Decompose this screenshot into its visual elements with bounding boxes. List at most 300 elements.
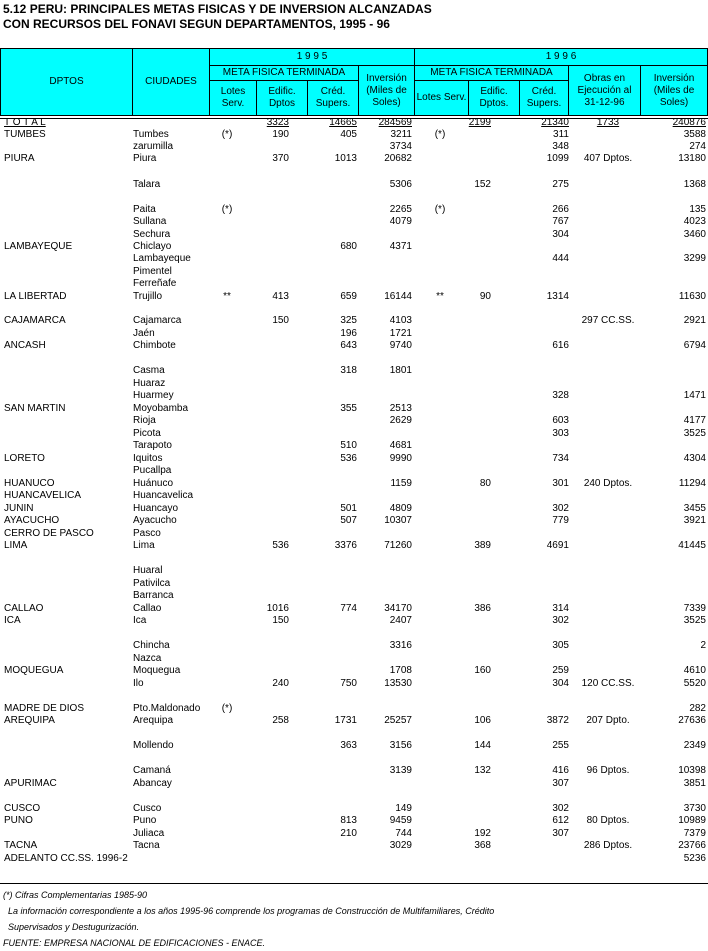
ciudad-cell: Jaén xyxy=(133,328,155,339)
table-row xyxy=(0,540,708,552)
cred-1996-cell: 303 xyxy=(552,428,569,439)
cred-1996-cell: 302 xyxy=(552,803,569,814)
ciudad-cell: Pucallpa xyxy=(133,465,172,476)
inversion-1995-cell: 4103 xyxy=(389,315,412,326)
dpto-cell: TACNA xyxy=(4,840,38,851)
table-row xyxy=(0,815,708,827)
table-row xyxy=(0,490,708,502)
header-ciudades: CIUDADES xyxy=(132,48,210,116)
header-meta-1996: META FISICA TERMINADA xyxy=(414,65,569,81)
inversion-1995-cell: 3211 xyxy=(390,129,412,140)
obras-1996-cell: 80 Dptos. xyxy=(586,815,630,826)
inversion-1995-cell: 34170 xyxy=(384,603,412,614)
dpto-cell: ICA xyxy=(4,615,21,626)
inversion-1996-cell: 6794 xyxy=(683,340,706,351)
table-row xyxy=(0,403,708,415)
dpto-cell: TUMBES xyxy=(4,129,46,140)
inversion-1996-cell: 135 xyxy=(689,204,706,215)
edific-1996-cell: 132 xyxy=(474,765,491,776)
dpto-cell: CALLAO xyxy=(4,603,44,614)
dpto-cell: AYACUCHO xyxy=(4,515,60,526)
lotes-1995-cell: ** xyxy=(223,291,231,302)
edific-1996-cell: 152 xyxy=(474,179,491,190)
dpto-cell: T O T A L xyxy=(4,117,46,128)
inversion-1996-cell: 5520 xyxy=(683,678,706,689)
table-row xyxy=(0,440,708,452)
title-line-1: 5.12 PERU: PRINCIPALES METAS FISICAS Y DE INVERSION ALCANZADAS xyxy=(3,2,432,16)
table-row xyxy=(0,515,708,527)
ciudad-cell: Abancay xyxy=(133,778,172,789)
header-edific-1995: Edific. Dptos xyxy=(256,80,308,116)
cred-1995-cell: 405 xyxy=(340,129,357,140)
inversion-1996-cell: 240876 xyxy=(672,117,706,128)
ciudad-cell: Piura xyxy=(133,153,157,164)
ciudad-cell: Huarmey xyxy=(133,390,174,401)
inversion-1995-cell: 284569 xyxy=(378,117,412,128)
dpto-cell: LA LIBERTAD xyxy=(4,291,67,302)
table-row xyxy=(0,428,708,440)
footer-rule xyxy=(0,883,708,884)
table-row xyxy=(0,840,708,852)
cred-1996-cell: 304 xyxy=(552,229,569,240)
edific-1996-cell: 90 xyxy=(479,291,491,302)
cred-1995-cell: 318 xyxy=(340,365,357,376)
inversion-1995-cell: 2407 xyxy=(389,615,412,626)
inversion-1995-cell: 2513 xyxy=(389,403,412,414)
ciudad-cell: Huánuco xyxy=(133,478,174,489)
edific-1995-cell: 370 xyxy=(272,153,289,164)
table-row xyxy=(0,703,708,715)
ciudad-cell: Juliaca xyxy=(133,828,165,839)
inversion-1996-cell: 3921 xyxy=(683,515,706,526)
header-edific-1996: Edific. Dptos. xyxy=(468,80,520,116)
ciudad-cell: Sullana xyxy=(133,216,167,227)
inversion-1996-cell: 3588 xyxy=(683,129,706,140)
obras-1996-cell: 240 Dptos. xyxy=(583,478,633,489)
header-cred-1996: Créd. Supers. xyxy=(519,80,569,116)
table-row xyxy=(0,216,708,228)
inversion-1996-cell: 11630 xyxy=(678,291,706,302)
table-row xyxy=(0,266,708,278)
cred-1996-cell: 328 xyxy=(552,390,569,401)
ciudad-cell: Talara xyxy=(133,179,161,190)
dpto-cell: LAMBAYEQUE xyxy=(4,241,73,252)
lotes-1995-cell: (*) xyxy=(221,703,233,714)
ciudad-cell: Chiclayo xyxy=(133,241,172,252)
lotes-1995-cell: (*) xyxy=(221,204,233,215)
table-row xyxy=(0,315,708,327)
inversion-1995-cell: 149 xyxy=(395,803,412,814)
inversion-1996-cell: 4023 xyxy=(683,216,706,227)
edific-1995-cell: 150 xyxy=(272,315,289,326)
cred-1996-cell: 302 xyxy=(552,503,569,514)
inversion-1996-cell: 3460 xyxy=(683,229,706,240)
inversion-1996-cell: 10398 xyxy=(678,765,706,776)
cred-1996-cell: 612 xyxy=(552,815,569,826)
table-row xyxy=(0,665,708,677)
ciudad-cell: Puno xyxy=(133,815,157,826)
edific-1996-cell: 389 xyxy=(474,540,491,551)
table-row xyxy=(0,465,708,477)
inversion-1995-cell: 13530 xyxy=(384,678,412,689)
cred-1995-cell: 750 xyxy=(340,678,357,689)
ciudad-cell: Chimbote xyxy=(133,340,176,351)
obras-1996-cell: 120 CC.SS. xyxy=(581,678,635,689)
note-info-line-1: La información correspondiente a los años 1995-96 comprende los programas de Construcción de Multifamiliares, Crédito xyxy=(8,906,495,916)
inversion-1996-cell: 4304 xyxy=(683,453,706,464)
dpto-cell: JUNIN xyxy=(4,503,34,514)
cred-1995-cell: 196 xyxy=(340,328,357,339)
table-row xyxy=(0,291,708,303)
ciudad-cell: zarumilla xyxy=(133,141,174,152)
header-inversion-1995: Inversión (Miles de Soles) xyxy=(358,65,415,116)
ciudad-cell: Iquitos xyxy=(133,453,163,464)
inversion-1996-cell: 274 xyxy=(689,141,706,152)
table-row xyxy=(0,778,708,790)
table-row xyxy=(0,528,708,540)
ciudad-cell: Huaraz xyxy=(133,378,166,389)
header-obras-1996: Obras en Ejecución al 31-12-96 xyxy=(568,65,641,116)
inversion-1996-cell: 3525 xyxy=(683,615,706,626)
inversion-1995-cell: 3029 xyxy=(389,840,412,851)
cred-1995-cell: 680 xyxy=(340,241,357,252)
edific-1995-cell: 258 xyxy=(272,715,289,726)
table-row xyxy=(0,803,708,815)
cred-1996-cell: 304 xyxy=(552,678,569,689)
inversion-1995-cell: 744 xyxy=(395,828,412,839)
inversion-1996-cell: 282 xyxy=(689,703,706,714)
dpto-cell: CUSCO xyxy=(4,803,41,814)
cred-1995-cell: 1731 xyxy=(334,715,357,726)
ciudad-cell: Cajamarca xyxy=(133,315,182,326)
cred-1996-cell: 314 xyxy=(552,603,569,614)
cred-1995-cell: 659 xyxy=(340,291,357,302)
cred-1996-cell: 444 xyxy=(552,253,569,264)
cred-1996-cell: 616 xyxy=(552,340,569,351)
lotes-1996-cell: (*) xyxy=(434,204,446,215)
table-title xyxy=(3,2,432,32)
ciudad-cell: Sechura xyxy=(133,229,171,240)
dpto-cell: MADRE DE DIOS xyxy=(4,703,85,714)
cred-1996-cell: 1099 xyxy=(546,153,569,164)
inversion-1995-cell: 2265 xyxy=(389,204,412,215)
table-row xyxy=(0,141,708,153)
lotes-1996-cell: ** xyxy=(436,291,444,302)
ciudad-cell: Tacna xyxy=(133,840,160,851)
inversion-1995-cell: 1708 xyxy=(389,665,412,676)
table-row xyxy=(0,453,708,465)
inversion-1996-cell: 4177 xyxy=(683,415,706,426)
inversion-1996-cell: 2 xyxy=(700,640,706,651)
ciudad-cell: Huancavelica xyxy=(133,490,194,501)
inversion-1996-cell: 3455 xyxy=(683,503,706,514)
cred-1995-cell: 813 xyxy=(340,815,357,826)
table-row xyxy=(0,853,708,865)
ciudad-cell: Chincha xyxy=(133,640,170,651)
cred-1996-cell: 1314 xyxy=(546,291,569,302)
table-row xyxy=(0,615,708,627)
ciudad-cell: Cusco xyxy=(133,803,162,814)
note-cifras: (*) Cifras Complementarias 1985-90 xyxy=(3,890,148,900)
edific-1996-cell: 80 xyxy=(479,478,491,489)
ciudad-cell: Ilo xyxy=(133,678,144,689)
cred-1996-cell: 305 xyxy=(552,640,569,651)
inversion-1996-cell: 3299 xyxy=(683,253,706,264)
inversion-1995-cell: 9740 xyxy=(389,340,412,351)
cred-1995-cell: 355 xyxy=(340,403,357,414)
dpto-cell: LIMA xyxy=(4,540,28,551)
edific-1995-cell: 413 xyxy=(272,291,289,302)
ciudad-cell: Ferreñafe xyxy=(133,278,177,289)
inversion-1995-cell: 5306 xyxy=(389,179,412,190)
dpto-cell: HUANCAVELICA xyxy=(4,490,82,501)
cred-1996-cell: 307 xyxy=(552,778,569,789)
cred-1996-cell: 3872 xyxy=(546,715,569,726)
ciudad-cell: Pasco xyxy=(133,528,161,539)
inversion-1995-cell: 9459 xyxy=(389,815,412,826)
inversion-1995-cell: 1801 xyxy=(389,365,412,376)
table-row xyxy=(0,415,708,427)
lotes-1995-cell: (*) xyxy=(221,129,233,140)
cred-1996-cell: 603 xyxy=(552,415,569,426)
table-row xyxy=(0,715,708,727)
ciudad-cell: Moquegua xyxy=(133,665,181,676)
ciudad-cell: Tumbes xyxy=(133,129,169,140)
table-row xyxy=(0,253,708,265)
cred-1996-cell: 301 xyxy=(552,478,569,489)
cred-1996-cell: 767 xyxy=(552,216,569,227)
inversion-1995-cell: 1159 xyxy=(390,478,412,489)
cred-1996-cell: 348 xyxy=(552,141,569,152)
table-row xyxy=(0,204,708,216)
inversion-1996-cell: 27636 xyxy=(678,715,706,726)
header-year-1995: 1 9 9 5 xyxy=(209,48,415,66)
ciudad-cell: Pto.Maldonado xyxy=(133,703,201,714)
edific-1995-cell: 240 xyxy=(272,678,289,689)
inversion-1996-cell: 2349 xyxy=(683,740,706,751)
ciudad-cell: Trujillo xyxy=(133,291,163,302)
table-header xyxy=(0,48,708,116)
header-lotes-1996: Lotes Serv. xyxy=(414,80,469,116)
inversion-1996-cell: 41445 xyxy=(678,540,706,551)
dpto-cell: LORETO xyxy=(4,453,45,464)
edific-1995-cell: 150 xyxy=(272,615,289,626)
ciudad-cell: Ica xyxy=(133,615,147,626)
obras-1996-cell: 286 Dptos. xyxy=(583,840,633,851)
cred-1995-cell: 507 xyxy=(340,515,357,526)
ciudad-cell: Lambayeque xyxy=(133,253,191,264)
inversion-1995-cell: 3156 xyxy=(389,740,412,751)
ciudad-cell: Pativilca xyxy=(133,578,171,589)
cred-1996-cell: 311 xyxy=(553,129,569,140)
total-row xyxy=(0,117,708,129)
cred-1995-cell: 210 xyxy=(340,828,357,839)
cred-1995-cell: 1013 xyxy=(334,153,357,164)
table-row xyxy=(0,229,708,241)
ciudad-cell: Moyobamba xyxy=(133,403,189,414)
ciudad-cell: Paita xyxy=(133,204,156,215)
table-row xyxy=(0,740,708,752)
note-info-line-2: Supervisados y Destugurización. xyxy=(8,922,140,932)
header-year-1996: 1 9 9 6 xyxy=(414,48,708,66)
table-row xyxy=(0,578,708,590)
inversion-1995-cell: 1721 xyxy=(389,328,412,339)
table-row xyxy=(0,340,708,352)
inversion-1996-cell: 3730 xyxy=(683,803,706,814)
inversion-1995-cell: 4809 xyxy=(389,503,412,514)
edific-1996-cell: 192 xyxy=(474,828,491,839)
obras-1996-cell: 96 Dptos. xyxy=(586,765,630,776)
table-notes xyxy=(3,887,494,951)
table-row xyxy=(0,828,708,840)
inversion-1996-cell: 2921 xyxy=(683,315,706,326)
ciudad-cell: Rioja xyxy=(133,415,156,426)
table-row xyxy=(0,640,708,652)
title-line-2: CON RECURSOS DEL FONAVI SEGUN DEPARTAMENTOS, 1995 - 96 xyxy=(3,17,390,31)
inversion-1995-cell: 25257 xyxy=(384,715,412,726)
inversion-1995-cell: 9990 xyxy=(389,453,412,464)
cred-1996-cell: 734 xyxy=(552,453,569,464)
cred-1995-cell: 774 xyxy=(340,603,357,614)
table-row xyxy=(0,365,708,377)
table-row xyxy=(0,478,708,490)
obras-1996-cell: 207 Dpto. xyxy=(586,715,630,726)
ciudad-cell: Callao xyxy=(133,603,162,614)
inversion-1996-cell: 3525 xyxy=(683,428,706,439)
table-row xyxy=(0,179,708,191)
table-row xyxy=(0,603,708,615)
header-cred-1995: Créd. Supers. xyxy=(307,80,359,116)
table-row xyxy=(0,328,708,340)
header-inversion-1996: Inversión (Miles de Soles) xyxy=(640,65,708,116)
table-row xyxy=(0,590,708,602)
inversion-1995-cell: 3139 xyxy=(389,765,412,776)
edific-1996-cell: 368 xyxy=(474,840,491,851)
edific-1995-cell: 1016 xyxy=(266,603,289,614)
table-row xyxy=(0,390,708,402)
inversion-1996-cell: 11294 xyxy=(678,478,706,489)
edific-1995-cell: 190 xyxy=(272,129,289,140)
cred-1996-cell: 255 xyxy=(552,740,569,751)
inversion-1996-cell: 5236 xyxy=(683,853,706,864)
dpto-cell: ADELANTO CC.SS. 1996-2 xyxy=(4,853,128,864)
inversion-1995-cell: 71260 xyxy=(384,540,412,551)
ciudad-cell: Camaná xyxy=(133,765,171,776)
dpto-cell: CERRO DE PASCO xyxy=(4,528,94,539)
cred-1996-cell: 779 xyxy=(552,515,569,526)
table-row xyxy=(0,653,708,665)
cred-1996-cell: 416 xyxy=(552,765,569,776)
inversion-1995-cell: 3316 xyxy=(389,640,412,651)
dpto-cell: SAN MARTIN xyxy=(4,403,66,414)
cred-1996-cell: 302 xyxy=(552,615,569,626)
inversion-1995-cell: 2629 xyxy=(389,415,412,426)
note-source: FUENTE: EMPRESA NACIONAL DE EDIFICACIONES - ENACE. xyxy=(3,938,266,948)
obras-1996-cell: 297 CC.SS. xyxy=(581,315,635,326)
inversion-1996-cell: 1471 xyxy=(683,390,706,401)
cred-1996-cell: 21340 xyxy=(541,117,569,128)
header-dptos: DPTOS xyxy=(0,48,133,116)
inversion-1996-cell: 1368 xyxy=(683,179,706,190)
edific-1996-cell: 144 xyxy=(474,740,491,751)
inversion-1996-cell: 23766 xyxy=(678,840,706,851)
inversion-1995-cell: 4371 xyxy=(389,241,412,252)
cred-1996-cell: 307 xyxy=(552,828,569,839)
cred-1995-cell: 325 xyxy=(340,315,357,326)
inversion-1996-cell: 3851 xyxy=(683,778,706,789)
ciudad-cell: Nazca xyxy=(133,653,162,664)
header-meta-1995: META FISICA TERMINADA xyxy=(209,65,359,81)
dpto-cell: CAJAMARCA xyxy=(4,315,66,326)
inversion-1996-cell: 4610 xyxy=(683,665,706,676)
inversion-1995-cell: 3734 xyxy=(389,141,412,152)
ciudad-cell: Arequipa xyxy=(133,715,174,726)
inversion-1996-cell: 13180 xyxy=(678,153,706,164)
cred-1995-cell: 510 xyxy=(340,440,357,451)
ciudad-cell: Barranca xyxy=(133,590,174,601)
cred-1996-cell: 266 xyxy=(552,204,569,215)
inversion-1995-cell: 16144 xyxy=(384,291,412,302)
ciudad-cell: Mollendo xyxy=(133,740,174,751)
obras-1996-cell: 407 Dptos. xyxy=(583,153,633,164)
ciudad-cell: Picota xyxy=(133,428,161,439)
cred-1995-cell: 501 xyxy=(340,503,357,514)
cred-1995-cell: 643 xyxy=(340,340,357,351)
edific-1995-cell: 3323 xyxy=(266,117,289,128)
cred-1995-cell: 363 xyxy=(340,740,357,751)
inversion-1995-cell: 10307 xyxy=(384,515,412,526)
cred-1995-cell: 3376 xyxy=(334,540,357,551)
cred-1995-cell: 14665 xyxy=(329,117,357,128)
lotes-1996-cell: (*) xyxy=(434,129,446,140)
table-row xyxy=(0,503,708,515)
ciudad-cell: Ayacucho xyxy=(133,515,177,526)
ciudad-cell: Lima xyxy=(133,540,155,551)
cred-1996-cell: 259 xyxy=(552,665,569,676)
edific-1996-cell: 2199 xyxy=(468,117,491,128)
ciudad-cell: Pimentel xyxy=(133,266,172,277)
dpto-cell: PIURA xyxy=(4,153,35,164)
cred-1996-cell: 275 xyxy=(552,179,569,190)
inversion-1995-cell: 4079 xyxy=(389,216,412,227)
inversion-1995-cell: 20682 xyxy=(384,153,412,164)
table-row xyxy=(0,153,708,165)
table-row xyxy=(0,678,708,690)
dpto-cell: APURIMAC xyxy=(4,778,57,789)
inversion-1996-cell: 10989 xyxy=(678,815,706,826)
ciudad-cell: Huaral xyxy=(133,565,163,576)
inversion-1996-cell: 7379 xyxy=(683,828,706,839)
header-lotes-1995: Lotes Serv. xyxy=(209,80,257,116)
dpto-cell: PUNO xyxy=(4,815,33,826)
dpto-cell: AREQUIPA xyxy=(4,715,55,726)
edific-1996-cell: 106 xyxy=(474,715,491,726)
table-row xyxy=(0,129,708,141)
ciudad-cell: Tarapoto xyxy=(133,440,172,451)
table-row xyxy=(0,241,708,253)
inversion-1995-cell: 4681 xyxy=(389,440,412,451)
table-row xyxy=(0,765,708,777)
table-row xyxy=(0,378,708,390)
edific-1995-cell: 536 xyxy=(272,540,289,551)
table-row xyxy=(0,278,708,290)
dpto-cell: HUANUCO xyxy=(4,478,55,489)
cred-1996-cell: 4691 xyxy=(546,540,569,551)
edific-1996-cell: 386 xyxy=(474,603,491,614)
edific-1996-cell: 160 xyxy=(474,665,491,676)
ciudad-cell: Casma xyxy=(133,365,165,376)
cred-1995-cell: 536 xyxy=(340,453,357,464)
